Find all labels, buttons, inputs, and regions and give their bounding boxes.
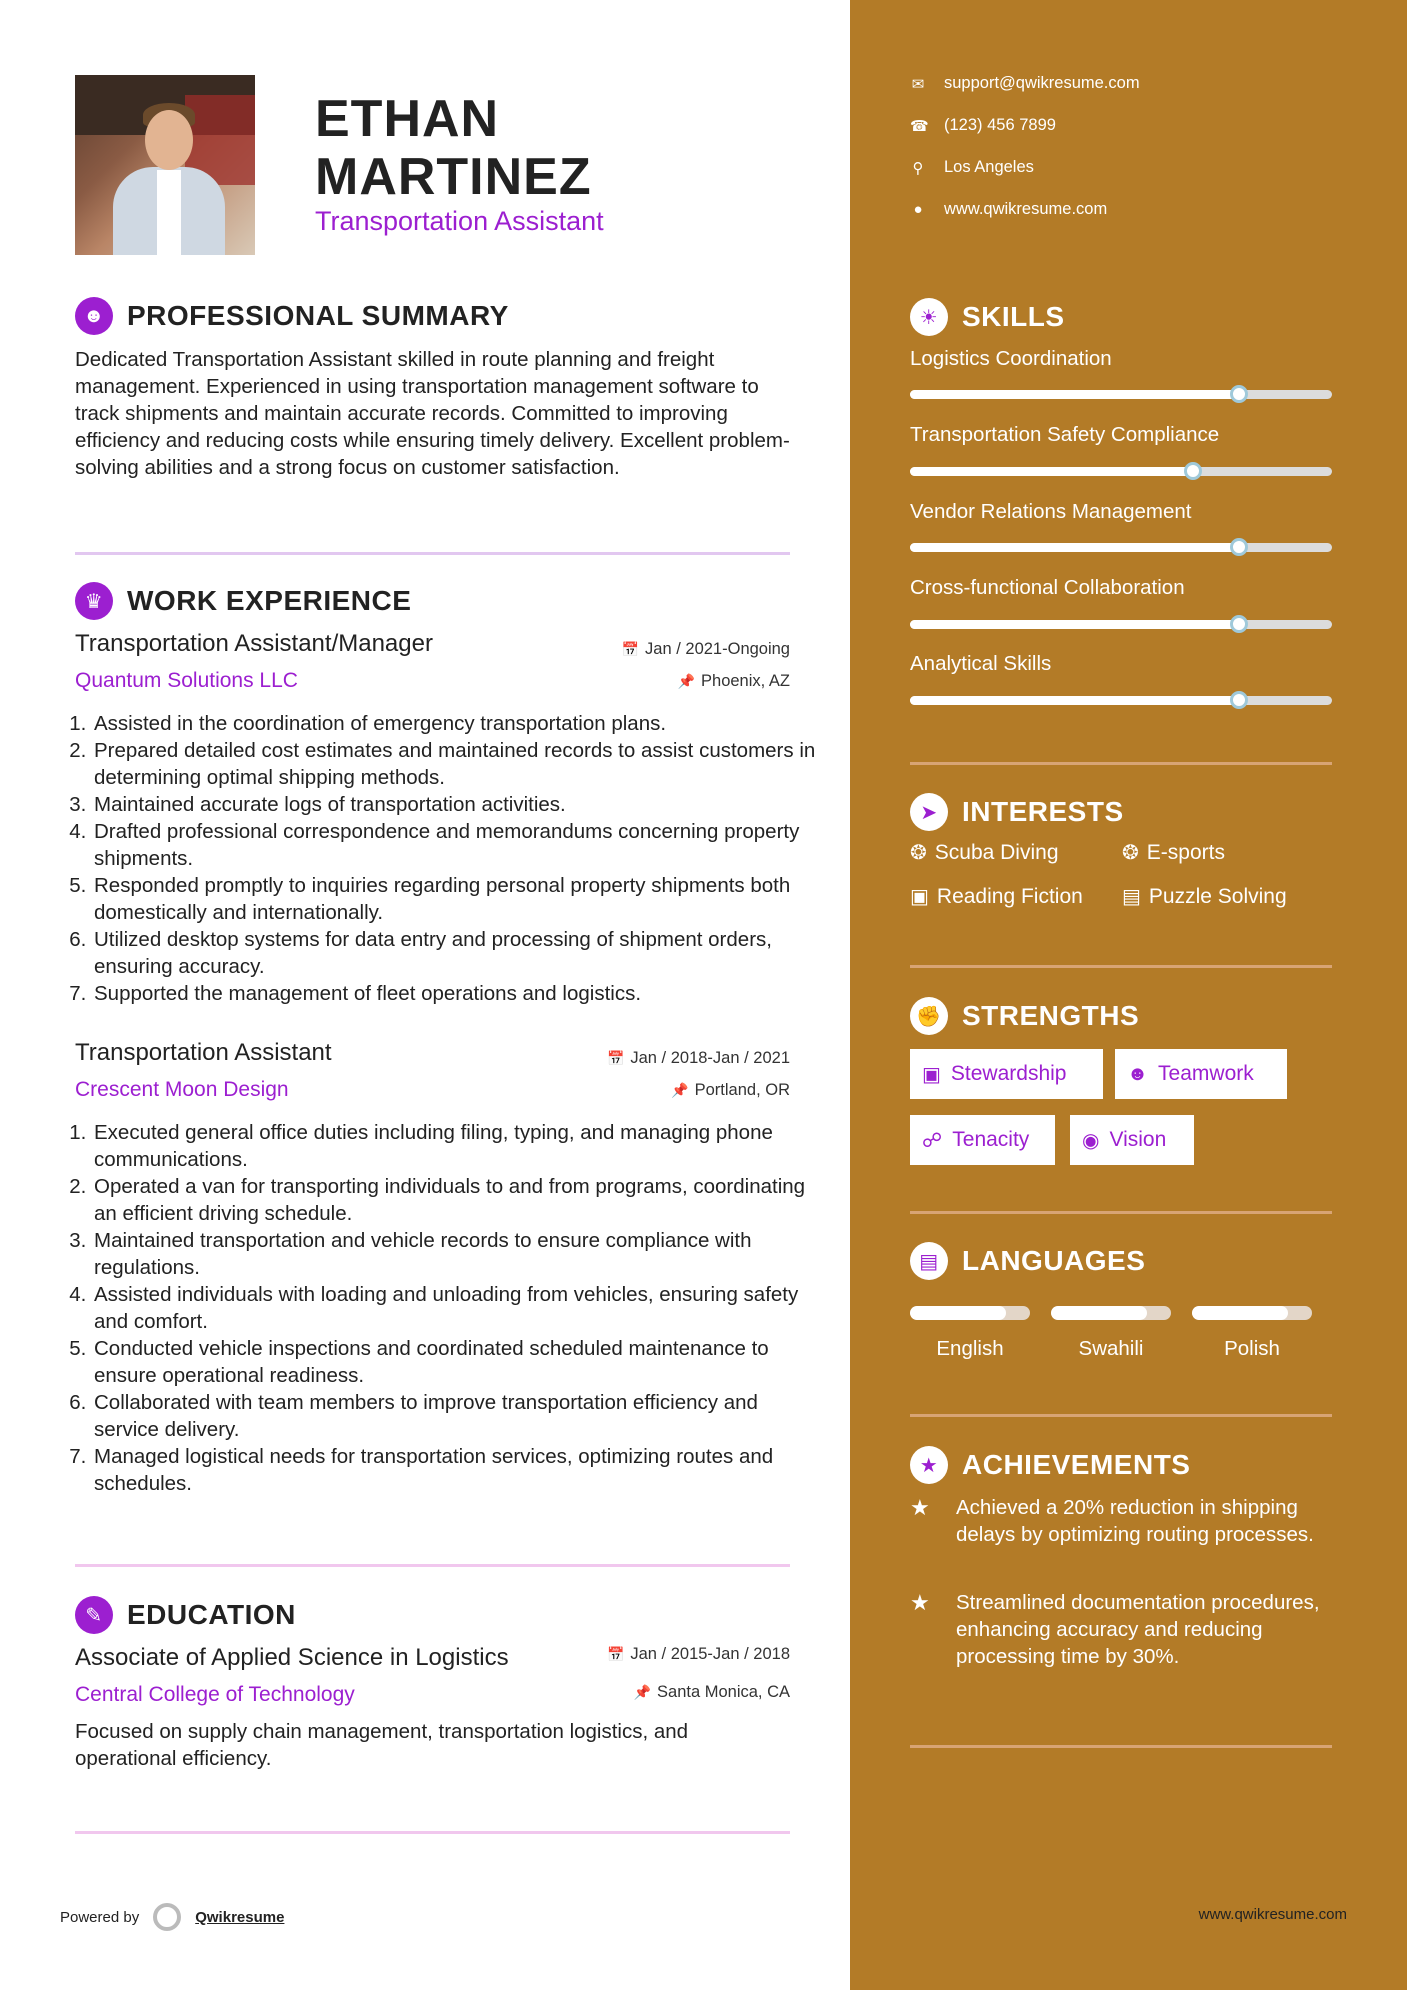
shooting-star-icon: ★ bbox=[910, 1590, 930, 1615]
skill-bar bbox=[910, 696, 1332, 705]
job-location: 📌 Portland, OR bbox=[671, 1081, 790, 1099]
job-role: Transportation Assistant bbox=[315, 206, 604, 236]
divider bbox=[910, 1211, 1332, 1214]
footer-website[interactable]: www.qwikresume.com bbox=[1198, 1906, 1347, 1923]
skill-name: Transportation Safety Compliance bbox=[910, 423, 1220, 446]
experience-heading bbox=[75, 582, 411, 620]
powered-by: Powered by Qwikresume bbox=[60, 1903, 284, 1931]
skill-knob bbox=[1184, 462, 1202, 480]
interest-item: ▣ Reading Fiction bbox=[910, 884, 1083, 908]
pin-icon: 📌 bbox=[633, 1684, 652, 1700]
divider bbox=[75, 552, 790, 555]
skill-name: Logistics Coordination bbox=[910, 347, 1112, 370]
list-item: 2. Operated a van for transporting individuals to and from programs, coordinating an efficient driving schedule. bbox=[92, 1173, 822, 1227]
divider bbox=[910, 1745, 1332, 1748]
language-bar bbox=[1192, 1306, 1312, 1320]
summary-heading bbox=[75, 297, 509, 335]
list-item: 4. Assisted individuals with loading and unloading from vehicles, ensuring safety and comfort. bbox=[92, 1281, 822, 1335]
skill-bar bbox=[910, 467, 1332, 476]
skill-bar bbox=[910, 390, 1332, 399]
interest-item: ❂ E-sports bbox=[1122, 840, 1225, 864]
list-item: 4. Drafted professional correspondence and memorandums concerning property shipments. bbox=[92, 818, 822, 872]
strength-badge: ◉ Vision bbox=[1070, 1115, 1194, 1165]
summary-title: PROFESSIONAL SUMMARY bbox=[127, 300, 509, 331]
language-name: English bbox=[936, 1337, 1004, 1360]
strength-badge: ☍ Tenacity bbox=[910, 1115, 1055, 1165]
education-location: 📌 Santa Monica, CA bbox=[633, 1683, 790, 1701]
gamepad-icon: ▣ bbox=[910, 886, 929, 908]
duty-list bbox=[68, 1119, 822, 1497]
lifebuoy-icon: ❂ bbox=[1122, 842, 1139, 864]
shooting-star-icon: ★ bbox=[910, 1495, 930, 1520]
pin-icon: 📌 bbox=[671, 1082, 689, 1098]
book-icon: ▤ bbox=[1122, 886, 1141, 908]
calendar-icon: 📅 bbox=[606, 1050, 625, 1066]
phone-icon: ☎ bbox=[910, 117, 929, 135]
list-item: 6. Utilized desktop systems for data entry and processing of shipment orders, ensuring accuracy. bbox=[92, 926, 822, 980]
strength-badge: ☻ Teamwork bbox=[1115, 1049, 1287, 1099]
last-name: MARTINEZ bbox=[315, 148, 592, 206]
skill-name: Analytical Skills bbox=[910, 652, 1052, 675]
summary-text: Dedicated Transportation Assistant skilled in route planning and freight management. Experienced in using transportation management software to track shipments and maintain accurate records. Committed to improving efficiency and reducing costs while ensuring timely delivery. Excellent problem-solving abilities and a strong focus on customer satisfaction. bbox=[75, 348, 790, 479]
calendar-icon: 📅 bbox=[606, 1646, 625, 1662]
divider bbox=[75, 1564, 790, 1567]
interests-heading: ➤ INTERESTS bbox=[910, 793, 1124, 831]
skill-bar bbox=[910, 620, 1332, 629]
list-item: 5. Responded promptly to inquiries regarding personal property shipments both domestically and internationally. bbox=[92, 872, 822, 926]
job-title: Transportation Assistant bbox=[75, 1039, 332, 1066]
paper-plane-icon: ➤ bbox=[910, 793, 948, 831]
list-item: 3. Maintained accurate logs of transportation activities. bbox=[92, 791, 822, 818]
globe-icon: ● bbox=[913, 201, 923, 218]
binoculars-icon: ◉ bbox=[1082, 1129, 1100, 1152]
language-icon: ▤ bbox=[910, 1242, 948, 1280]
language-name: Swahili bbox=[1078, 1337, 1144, 1360]
job-date: 📅 Jan / 2018-Jan / 2021 bbox=[606, 1049, 790, 1067]
skill-name: Vendor Relations Management bbox=[910, 500, 1192, 523]
language-bar bbox=[910, 1306, 1030, 1320]
education-heading bbox=[75, 1596, 296, 1634]
divider bbox=[910, 965, 1332, 968]
lifebuoy-icon: ❂ bbox=[910, 842, 927, 864]
sidebar bbox=[850, 0, 1407, 1990]
job-location: 📌 Phoenix, AZ bbox=[677, 672, 790, 690]
envelope-icon: ✉ bbox=[911, 75, 925, 93]
map-pin-icon: ⚲ bbox=[912, 159, 924, 177]
strength-badge: ▣ Stewardship bbox=[910, 1049, 1103, 1099]
skill-bar bbox=[910, 543, 1332, 552]
graduation-icon: ✎ bbox=[75, 1596, 113, 1634]
job-date: 📅 Jan / 2021-Ongoing bbox=[621, 640, 790, 658]
list-item: 7. Managed logistical needs for transportation services, optimizing routes and schedules. bbox=[92, 1443, 822, 1497]
skills-heading: ☀ SKILLS bbox=[910, 298, 1065, 336]
achievement-item: ★ Streamlined documentation procedures, enhancing accuracy and reducing processing time by 30%. bbox=[910, 1590, 1320, 1668]
list-item: 7. Supported the management of fleet operations and logistics. bbox=[92, 980, 822, 1007]
skill-name: Cross-functional Collaboration bbox=[910, 576, 1185, 599]
calendar-icon: 📅 bbox=[621, 641, 640, 657]
job-title: Transportation Assistant/Manager bbox=[75, 630, 433, 657]
skill-knob bbox=[1230, 615, 1248, 633]
interest-item: ▤ Puzzle Solving bbox=[1122, 884, 1287, 908]
list-item: 5. Conducted vehicle inspections and coordinated scheduled maintenance to ensure operational readiness. bbox=[92, 1335, 822, 1389]
first-name: ETHAN bbox=[315, 90, 500, 148]
languages-heading: ▤ LANGUAGES bbox=[910, 1242, 1145, 1280]
briefcase-icon: ♛ bbox=[75, 582, 113, 620]
divider bbox=[75, 1831, 790, 1834]
language-bar bbox=[1051, 1306, 1171, 1320]
company-name: Crescent Moon Design bbox=[75, 1078, 289, 1101]
list-item: 6. Collaborated with team members to improve transportation efficiency and service delivery. bbox=[92, 1389, 822, 1443]
candidate-name bbox=[315, 90, 592, 206]
qwikresume-link[interactable]: Qwikresume bbox=[195, 1908, 285, 1926]
language-name: Polish bbox=[1224, 1337, 1280, 1360]
strengths-heading: ✊ STRENGTHS bbox=[910, 997, 1139, 1035]
education-date: 📅 Jan / 2015-Jan / 2018 bbox=[606, 1645, 790, 1663]
education-text: Focused on supply chain management, transportation logistics, and operational efficiency. bbox=[75, 1720, 689, 1770]
company-name: Quantum Solutions LLC bbox=[75, 669, 298, 692]
education-title: EDUCATION bbox=[127, 1599, 296, 1630]
pin-icon: 📌 bbox=[677, 673, 696, 689]
link-icon: ☍ bbox=[922, 1129, 943, 1152]
briefcase-icon: ▣ bbox=[922, 1063, 941, 1086]
skill-knob bbox=[1230, 538, 1248, 556]
list-item: 1. Executed general office duties including filing, typing, and managing phone communications. bbox=[92, 1119, 822, 1173]
list-item: 1. Assisted in the coordination of emergency transportation plans. bbox=[92, 710, 822, 737]
fist-icon: ✊ bbox=[910, 997, 948, 1035]
divider bbox=[910, 1414, 1332, 1417]
duty-list bbox=[68, 710, 822, 1007]
achievement-item: ★ Achieved a 20% reduction in shipping delays by optimizing routing processes. bbox=[910, 1495, 1314, 1546]
qwikresume-logo-icon bbox=[153, 1903, 181, 1931]
contact-location: ⚲ Los Angeles bbox=[910, 158, 1034, 177]
skill-knob bbox=[1230, 691, 1248, 709]
school-name: Central College of Technology bbox=[75, 1683, 355, 1706]
contact-phone[interactable]: ☎ (123) 456 7899 bbox=[910, 116, 1056, 135]
experience-title: WORK EXPERIENCE bbox=[127, 585, 412, 616]
star-icon: ★ bbox=[910, 1446, 948, 1484]
profile-photo bbox=[75, 75, 255, 255]
contact-email[interactable]: ✉ support@qwikresume.com bbox=[911, 74, 1140, 93]
user-icon: ☻ bbox=[75, 297, 113, 335]
skill-knob bbox=[1230, 385, 1248, 403]
degree-title: Associate of Applied Science in Logistics bbox=[75, 1644, 509, 1671]
achievements-heading: ★ ACHIEVEMENTS bbox=[910, 1446, 1190, 1484]
list-item: 3. Maintained transportation and vehicle records to ensure compliance with regulations. bbox=[92, 1227, 822, 1281]
interest-item: ❂ Scuba Diving bbox=[910, 840, 1059, 864]
list-item: 2. Prepared detailed cost estimates and maintained records to assist customers in determining optimal shipping methods. bbox=[92, 737, 822, 791]
divider bbox=[910, 762, 1332, 765]
contact-website[interactable]: ● www.qwikresume.com bbox=[910, 200, 1107, 219]
users-icon: ☻ bbox=[1127, 1062, 1149, 1085]
lightbulb-icon: ☀ bbox=[910, 298, 948, 336]
